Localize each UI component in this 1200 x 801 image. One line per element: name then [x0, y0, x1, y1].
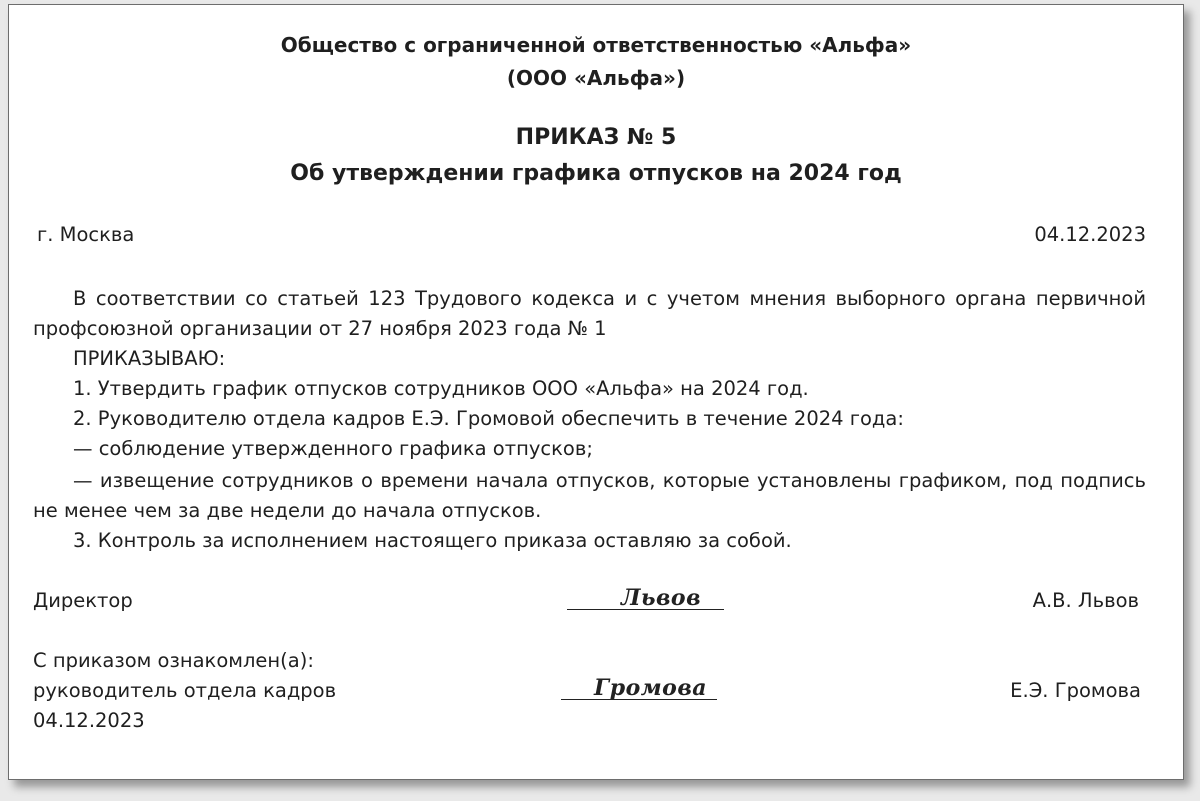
order-city: г. Москва	[37, 223, 135, 246]
item-3: 3. Контроль за исполнением настоящего приказа оставляю за собой.	[73, 529, 792, 552]
item-2-dash-1: — соблюдение утвержденного графика отпусков;	[73, 437, 593, 460]
item-2: 2. Руководителю отдела кадров Е.Э. Громовой обеспечить в течение 2024 года:	[73, 407, 904, 430]
item-1: 1. Утвердить график отпусков сотрудников ООО «Альфа» на 2024 год.	[73, 377, 809, 400]
order-date: 04.12.2023	[1034, 223, 1146, 246]
director-signature: Львов	[621, 585, 702, 611]
hr-signature-line	[561, 699, 717, 700]
item-2-dash-2: — извещение сотрудников о времени начала отпусков, которые установлены графиком, под подпись не менее чем за две недели до начала отпусков.	[33, 469, 1146, 522]
hr-signature: Громова	[594, 675, 708, 701]
director-title: Директор	[33, 589, 133, 612]
order-word: ПРИКАЗЫВАЮ:	[73, 347, 226, 370]
acknowledgement-label: С приказом ознакомлен(а):	[33, 649, 314, 672]
document-page	[8, 4, 1184, 780]
acknowledgement-date: 04.12.2023	[33, 709, 145, 732]
order-subject: Об утверждении графика отпусков на 2024 год	[290, 161, 902, 186]
acknowledgement-position: руководитель отдела кадров	[33, 679, 337, 702]
organization-short-name: (ООО «Альфа»)	[506, 66, 686, 90]
order-number: ПРИКАЗ № 5	[515, 125, 677, 150]
intro-paragraph: В соответствии со статьей 123 Трудового кодекса и с учетом мнения выборного органа первичной профсоюзной организации от 27 ноября 2023 года № 1	[33, 287, 1146, 340]
organization-full-name: Общество с ограниченной ответственностью «Альфа»	[280, 33, 912, 57]
director-name: А.В. Львов	[1032, 589, 1139, 612]
director-signature-line	[567, 609, 724, 610]
hr-name: Е.Э. Громова	[1010, 679, 1141, 702]
